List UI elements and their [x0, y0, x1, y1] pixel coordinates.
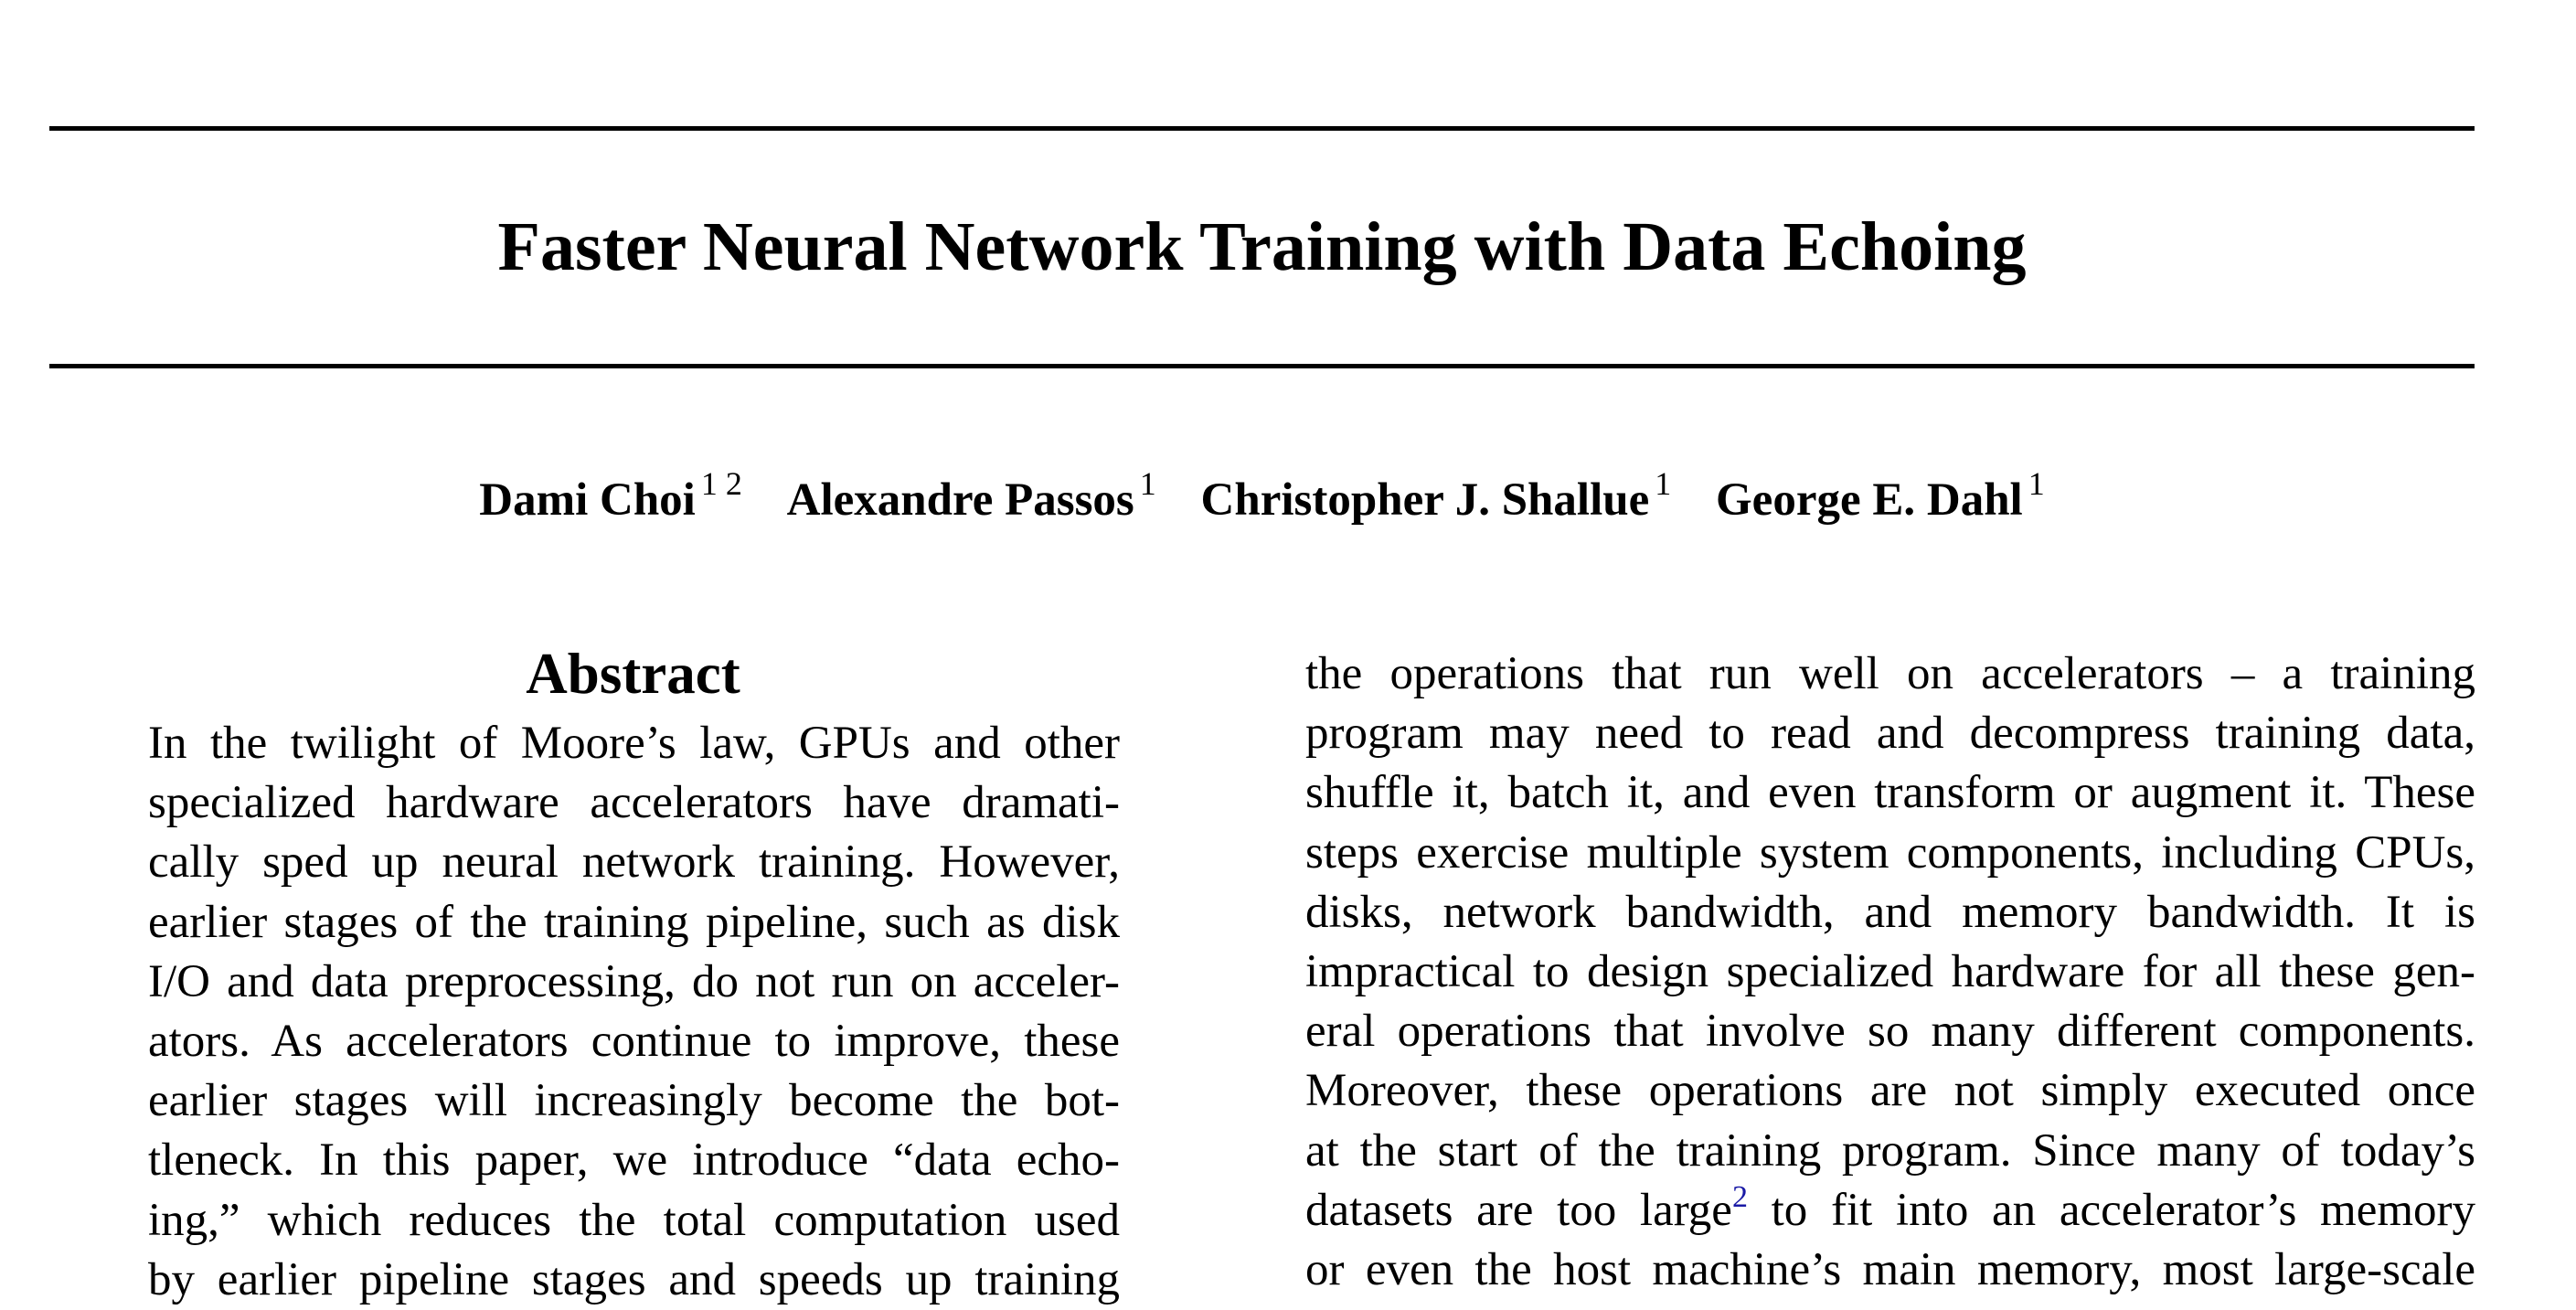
abstract-line: tleneck. In this paper, we introduce “data echo-: [148, 1134, 1120, 1187]
footnote-line-after: to fit into an accelerator’s memory: [1747, 1184, 2475, 1236]
author: [479, 465, 742, 532]
author-affiliation: 1: [1655, 465, 1672, 502]
body-column-right: [1305, 644, 2475, 1300]
body-line: program may need to read and decompress training data,: [1305, 708, 2475, 760]
abstract-heading: Abstract: [526, 642, 740, 706]
body-line: steps exercise multiple system components, including CPUs,: [1305, 826, 2475, 879]
author-name: Christopher J. Shallue: [1200, 474, 1650, 526]
author-affiliation: 1 2: [700, 465, 742, 502]
author-affiliation: 1: [1139, 465, 1156, 502]
body-line: or even the host machine’s main memory, most large-scale: [1305, 1244, 2475, 1296]
body-line: eral operations that involve so many different components.: [1305, 1006, 2475, 1058]
body-line: at the start of the training program. Since many of today’s: [1305, 1124, 2475, 1177]
abstract-line: In the twilight of Moore’s law, GPUs and other: [148, 718, 1120, 769]
footnote-line-before: datasets are too large: [1305, 1184, 1732, 1236]
title-top-rule: [49, 126, 2475, 131]
abstract-line: earlier stages will increasingly become the bot-: [148, 1075, 1120, 1127]
author: [1200, 465, 1672, 532]
author-list: [49, 465, 2475, 532]
abstract-line: specialized hardware accelerators have dramati-: [148, 777, 1120, 829]
author: [786, 465, 1156, 532]
title-bottom-rule: [49, 364, 2475, 368]
abstract-line: earlier stages of the training pipeline, such as disk: [148, 896, 1120, 948]
abstract-line: ing,” which reduces the total computation used: [148, 1194, 1120, 1246]
abstract-line: ators. As accelerators continue to improve, these: [148, 1016, 1120, 1068]
abstract-line: cally sped up neural network training. However,: [148, 836, 1120, 889]
body-line: the operations that run well on accelerators – a training: [1305, 648, 2475, 699]
body-line: Moreover, these operations are not simply executed once: [1305, 1065, 2475, 1117]
abstract-line: I/O and data preprocessing, do not run on acceler-: [148, 955, 1120, 1007]
body-line: shuffle it, batch it, and even transform or augment it. These: [1305, 767, 2475, 819]
footnote-marker-link[interactable]: 2: [1731, 1179, 1748, 1214]
author-name: George E. Dahl: [1716, 474, 2023, 526]
author-name: Alexandre Passos: [786, 474, 1134, 526]
body-line: disks, network bandwidth, and memory bandwidth. It is: [1305, 886, 2475, 938]
abstract-line: by earlier pipeline stages and speeds up training: [148, 1253, 1120, 1305]
body-line-with-footnote: [1305, 1181, 2475, 1241]
abstract-body: [148, 714, 1120, 1310]
author-affiliation: 1: [2028, 465, 2045, 502]
paper-title: Faster Neural Network Training with Data Echoing: [497, 208, 2027, 285]
author-name: Dami Choi: [479, 474, 696, 526]
author: [1716, 465, 2045, 532]
body-line: impractical to design specialized hardware for all these gen-: [1305, 946, 2475, 998]
